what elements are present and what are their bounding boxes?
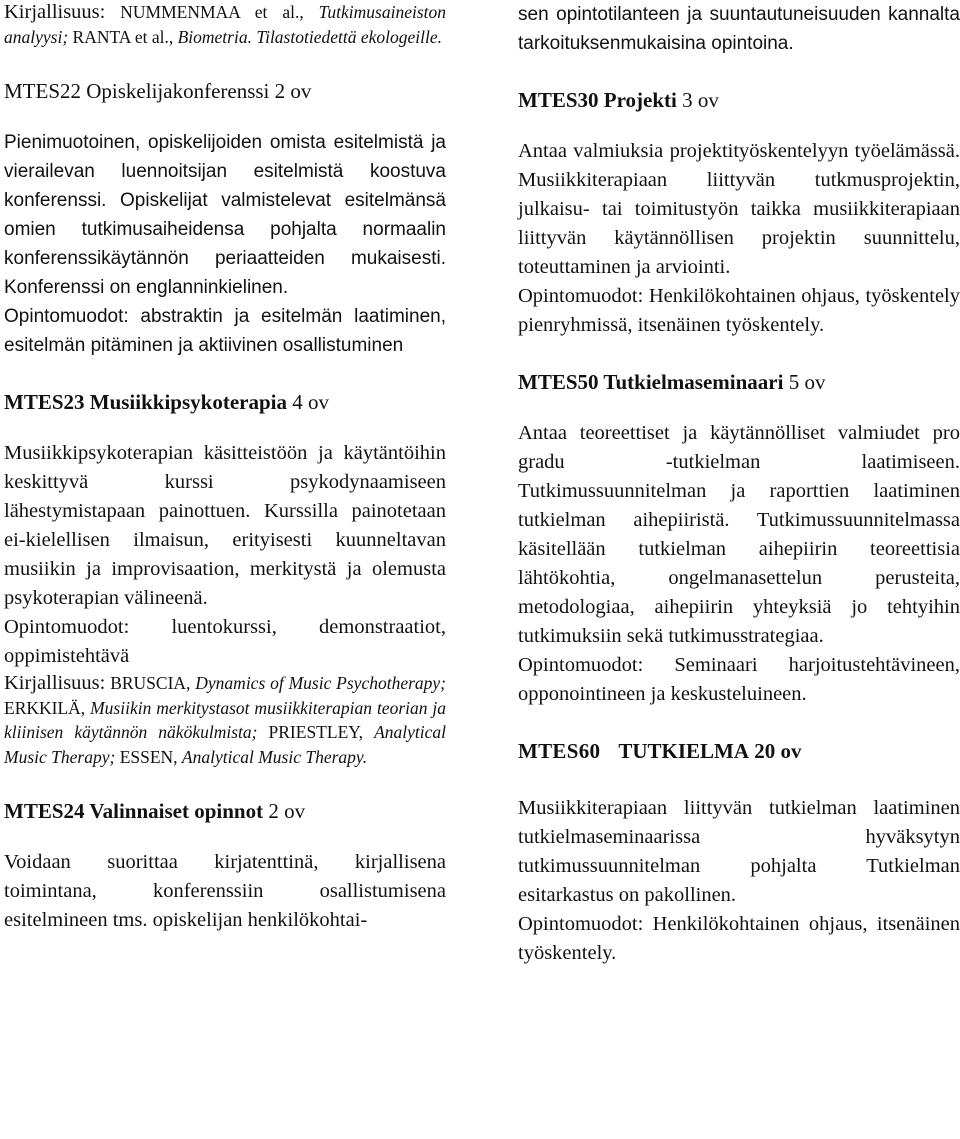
course-description-mtes30: Antaa valmiuksia projektityöskentelyyn työelämässä. Musiikkiterapiaan liittyvän tutkmusprojektin, julkaisu- tai toimitustyön taikka musiikkiterapiaan liittyvän käytännöllisen projektin suunnittelu, toteuttaminen ja arviointi.	[518, 140, 960, 278]
course-heading-mtes30: MTES30 Projekti 3 ov	[518, 88, 719, 112]
intro-literature: Kirjallisuus: NUMMENMAA et al., Tutkimusaineiston analyysi; RANTA et al., Biometria. Tilastotiedettä ekologeille.	[4, 1, 447, 47]
course-heading-mtes24: MTES24 Valinnaiset opinnot 2 ov	[4, 799, 306, 823]
right-column	[518, 0, 960, 968]
course-description-mtes24: Voidaan suorittaa kirjatenttinä, kirjallisena toimintana, konferenssiin osallistumisena esitelmineen tms. opiskelijan henkilökohtai-	[4, 851, 446, 931]
course-heading-mtes22: MTES22 Opiskelijakonferenssi 2 ov	[4, 79, 312, 103]
course-methods-mtes60: Opintomuodot: Henkilökohtainen ohjaus, itsenäinen työskentely.	[518, 913, 960, 964]
course-methods-mtes50: Opintomuodot: Seminaari harjoitustehtävineen, opponointineen ja keskusteluineen.	[518, 654, 960, 705]
course-heading-mtes50: MTES50 Tutkielmaseminaari 5 ov	[518, 370, 826, 394]
course-heading-mtes60: MTES60 TUTKIELMA 20 ov	[518, 739, 802, 763]
course-description-mtes50: Antaa teoreettiset ja käytännölliset valmiudet pro gradu -tutkielman laatimiseen. Tutkimussuunnitelman ja raporttien laatiminen tutkielman aihepiiristä. Tutkimussuunnitelmassa käsitellään tutkielman aihepiirin teoreettisia lähtökohtia, ongelmanasettelun perusteita, metodologiaa, aihepiirin yhteyksiä jo tehtyihin tutkimuksiin sekä tutkimusstrategiaa.	[518, 422, 960, 647]
course-description-mtes23: Musiikkipsykoterapian käsitteistöön ja käytäntöihin keskittyvä kurssi psykodynaamiseen lähestymistapaan painottuen. Kurssilla painotetaan ei-kielellisen ilmaisun, erityisesti kuunneltavan musiikin ja improvisaation, merkitystä ja olemusta psykoterapian välineenä.	[4, 442, 446, 609]
course-methods-mtes22: Opintomuodot: abstraktin ja esitelmän laatiminen, esitelmän pitäminen ja aktiivinen osallistuminen	[4, 306, 446, 356]
left-column	[4, 0, 446, 935]
course-methods-mtes30: Opintomuodot: Henkilökohtainen ohjaus, työskentely pienryhmissä, itsenäinen työskentely.	[518, 285, 960, 336]
continued-text: sen opintotilanteen ja suuntautuneisuuden kannalta tarkoituksenmukaisina opintoina.	[518, 4, 960, 54]
course-description-mtes60: Musiikkiterapiaan liittyvän tutkielman laatiminen tutkielmaseminaarissa hyväksytyn tutkimussuunnitelman pohjalta Tutkielman esitarkastus on pakollinen.	[518, 797, 960, 906]
course-literature-mtes23: Kirjallisuus: BRUSCIA, Dynamics of Music Psychotherapy; ERKKILÄ, Musiikin merkitystasot musiikkiterapian teorian ja kliinisen käytännön näkökulmista; PRIESTLEY, Analytical Music Therapy; ESSEN, Analytical Music Therapy.	[4, 672, 447, 767]
course-methods-mtes23: Opintomuodot: luentokurssi, demonstraatiot, oppimistehtävä	[4, 616, 446, 667]
course-heading-mtes23: MTES23 Musiikkipsykoterapia 4 ov	[4, 390, 329, 414]
course-description-mtes22: Pienimuotoinen, opiskelijoiden omista esitelmistä ja vierailevan luennoitsijan esitelmistä koostuva konferenssi. Opiskelijat valmistelevat esitelmänsä omien tutkimusaiheidensa pohjalta normaalin konferenssikäytännön periaatteiden mukaisesti. Konferenssi on englanninkielinen.	[4, 132, 446, 298]
